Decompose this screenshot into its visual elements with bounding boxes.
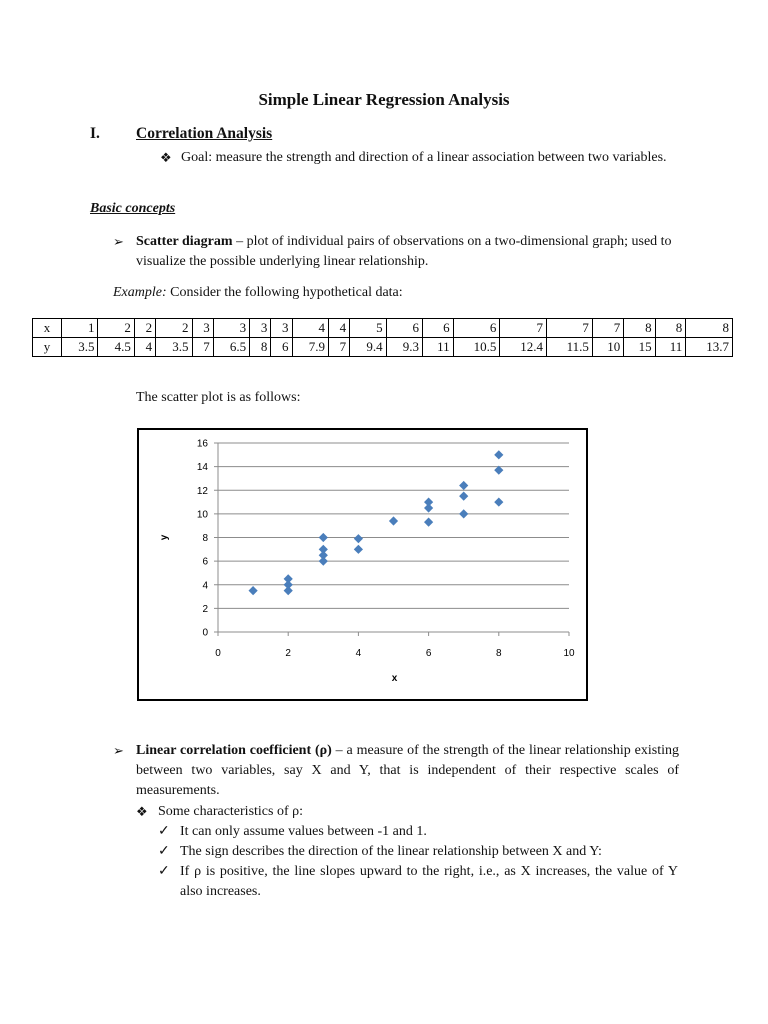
table-cell-x: 2 [156, 319, 192, 338]
table-cell-x: 7 [592, 319, 623, 338]
characteristics-text: Some characteristics of ρ: [158, 804, 303, 819]
scatter-term: Scatter diagram [136, 234, 233, 249]
table-cell-x: 4 [292, 319, 328, 338]
table-cell-x: 7 [500, 319, 547, 338]
y-tick-label: 12 [196, 485, 208, 497]
diamond-bullet-icon: ❖ [136, 804, 148, 819]
example-text: Consider the following hypothetical data: [166, 285, 403, 300]
table-cell-y: 3.5 [62, 338, 98, 357]
scatter-definition [113, 232, 679, 272]
table-cell-y: 13.7 [686, 338, 733, 357]
linear-text: – a measure of the strength of the linear relationship existing between two variables, say X and Y, that is independent of their respective scales of measurements. [136, 743, 679, 798]
x-tick-label: 2 [285, 648, 291, 659]
example-line [113, 285, 403, 301]
goal-bullet [160, 148, 678, 168]
table-row-x [33, 319, 733, 338]
section-number: I. [90, 125, 100, 142]
table-cell-y: 10.5 [453, 338, 500, 357]
table-cell-x: 6 [386, 319, 422, 338]
data-point [319, 533, 328, 542]
table-cell-y: 3.5 [156, 338, 192, 357]
table-cell-y: 7.9 [292, 338, 328, 357]
characteristics-bullet [136, 802, 303, 822]
scatter-chart-svg [139, 430, 586, 699]
table-row-y [33, 338, 733, 357]
table-cell-x: 8 [655, 319, 686, 338]
data-point [354, 545, 363, 554]
check-item [158, 822, 678, 842]
x-tick-label: 0 [215, 648, 221, 659]
data-point [284, 586, 293, 595]
table-cell-y: 8 [250, 338, 271, 357]
y-tick-label: 14 [196, 462, 208, 474]
basic-concepts-heading: Basic concepts [90, 201, 176, 216]
goal-text: Goal: measure the strength and direction of a linear association between two variables. [181, 150, 667, 165]
data-table [32, 318, 733, 357]
linear-term: Linear correlation coefficient (ρ) [136, 743, 332, 758]
arrow-bullet-icon: ➢ [113, 743, 124, 758]
table-cell-y: 7 [328, 338, 349, 357]
table-cell-x: 7 [546, 319, 592, 338]
y-tick-label: 6 [202, 556, 208, 568]
table-cell-y: 4 [134, 338, 155, 357]
arrow-bullet-icon: ➢ [113, 234, 124, 249]
table-cell-x: 3 [192, 319, 213, 338]
data-point [424, 503, 433, 512]
data-point [424, 518, 433, 527]
check-item [158, 842, 678, 862]
scatter-text: – plot of individual pairs of observations on a two-dimensional graph; used to visualize the possible underlying linear relationship. [136, 234, 672, 269]
y-tick-label: 8 [202, 533, 208, 544]
table-cell-x: 5 [350, 319, 386, 338]
table-cell-y: 7 [192, 338, 213, 357]
table-cell-y: 6 [271, 338, 292, 357]
table-cell-x: 3 [271, 319, 292, 338]
table-cell-y: 12.4 [500, 338, 547, 357]
y-tick-label: 4 [202, 580, 208, 592]
check-item-text: It can only assume values between -1 and 1. [180, 824, 427, 839]
check-item [158, 862, 678, 902]
table-cell-y: 10 [592, 338, 623, 357]
check-item-text: The sign describes the direction of the linear relationship between X and Y: [180, 844, 602, 859]
table-cell-y: 11.5 [546, 338, 592, 357]
data-point [459, 492, 468, 501]
data-point [249, 586, 258, 595]
check-item-text: If ρ is positive, the line slopes upward to the right, i.e., as X increases, the value of Y also increases. [180, 864, 678, 899]
checkmark-icon: ✓ [158, 824, 170, 839]
linear-coefficient-definition [113, 741, 679, 801]
table-cell-y: 9.3 [386, 338, 422, 357]
x-tick-label: 6 [425, 648, 432, 659]
x-tick-label: 10 [563, 648, 575, 659]
data-point [459, 481, 468, 490]
example-label: Example: [113, 285, 167, 300]
y-tick-label: 10 [196, 509, 208, 521]
table-cell-x: 8 [624, 319, 655, 338]
y-tick-label: 16 [196, 438, 208, 450]
table-cell-y: 15 [624, 338, 655, 357]
table-cell-y: 11 [655, 338, 686, 357]
data-point [389, 516, 398, 525]
table-cell-x: 3 [250, 319, 271, 338]
table-cell-x: 2 [134, 319, 155, 338]
section-title: Correlation Analysis [136, 125, 273, 142]
table-cell-y: 4.5 [98, 338, 134, 357]
x-tick-label: 4 [355, 648, 362, 659]
y-tick-label: 0 [202, 627, 208, 639]
diamond-bullet-icon: ❖ [160, 150, 172, 165]
table-cell-y: 9.4 [350, 338, 386, 357]
table-header-y: y [33, 338, 62, 357]
scatter-chart [137, 428, 588, 701]
table-cell-x: 6 [423, 319, 454, 338]
table-cell-x: 3 [213, 319, 249, 338]
table-cell-x: 8 [686, 319, 733, 338]
checkmark-icon: ✓ [158, 844, 170, 859]
table-header-x: x [33, 319, 62, 338]
x-axis-title: x [391, 673, 398, 684]
table-cell-x: 4 [328, 319, 349, 338]
data-point [319, 557, 328, 566]
data-point [459, 509, 468, 518]
y-tick-label: 2 [202, 603, 208, 615]
plot-intro: The scatter plot is as follows: [136, 390, 301, 405]
table-cell-y: 11 [423, 338, 454, 357]
y-axis-title: y [159, 534, 170, 541]
data-point [494, 497, 503, 506]
data-point [354, 534, 363, 543]
x-tick-label: 8 [496, 648, 502, 659]
data-point [494, 450, 503, 459]
checkmark-icon: ✓ [158, 864, 170, 879]
table-cell-y: 6.5 [213, 338, 249, 357]
table-cell-x: 6 [453, 319, 500, 338]
table-cell-x: 2 [98, 319, 134, 338]
page-title: Simple Linear Regression Analysis [258, 90, 510, 109]
table-cell-x: 1 [62, 319, 98, 338]
